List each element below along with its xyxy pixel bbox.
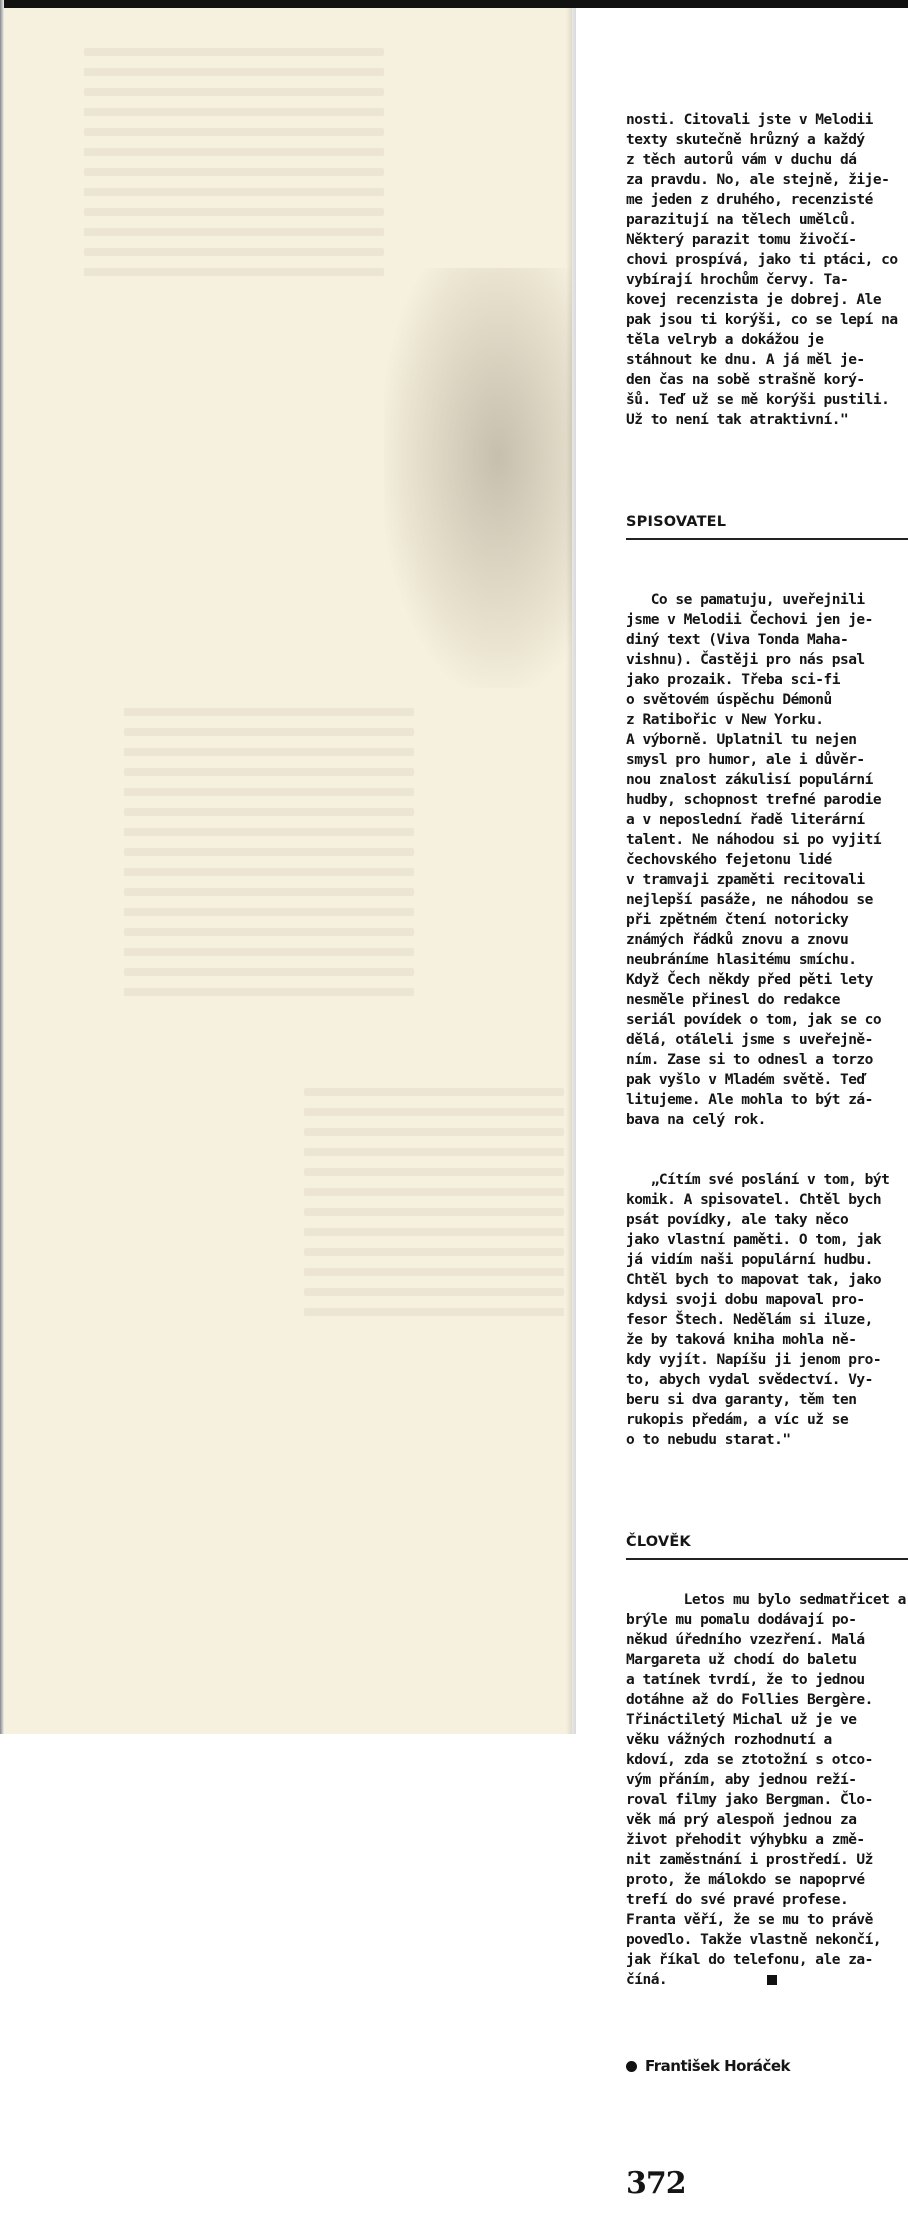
paragraph: Letos mu bylo sedmatřicet a brýle mu pomalu dodávají po- někud úředního vzezření. Malá Margareta už chodí do baletu a tatínek tvrdí, že to jednou dotáhne až do Follies Bergère. Třináctiletý Michal už je ve věku vážných rozhodnutí a kdoví, zda se ztotožní s otco- vým přáním, aby jednou reží- roval filmy jako Bergman. Člo- věk má prý alespoň jednou za život přehodit výhybku a změ- nit zaměstnání i prostředí. Už proto, že málokdo se napoprvé trefí do své pravé profese. Franta věří, že se mu to právě povedlo. Takže vlastně nekončí, jak říkal do telefonu, ale za- číná. [626,1592,906,1988]
quote-paragraph: „Cítím své poslání v tom, být komik. A spisovatel. Chtěl bych psát povídky, ale taky něco jako vlastní paměti. O tom, jak já vidím naši populární hudbu. Chtěl bych to mapovat tak, jako kdysi svoji dobu mapoval pro- fesor Štech. Nedělám si iluze, že by taková kniha mohla ně- kdy vyjít. Napíšu ji jenom pro- to, abych vydal svědectví. Vy- beru si dva garanty, těm ten rukopis předám, a víc už se o to nebudu starat." [626,1172,890,1448]
intro-paragraph: nosti. Citovali jste v Melodii texty skutečně hrůzný a každý z těch autorů vám v duchu dá za pravdu. No, ale stejně, žije- me jeden z druhého, recenzisté parazitují na tělech umělců. Některý parazit tomu živočí- chovi prospívá, jako ti ptáci, co vybírají hrochům červy. Ta- kovej recenzista je dobrej. Ale pak jsou ti korýši, co se lepí na těla velryb a dokážou je stáhnout ke dnu. A já měl je- den čas na sobě strašně korý- šů. Teď už se mě korýši pustili. Už to není tak atraktivní." [626,112,898,428]
section-heading-clovek: ČLOVĚK [626,1532,908,1560]
section-heading-spisovatel: SPISOVATEL [626,512,908,540]
scan-edge [0,0,908,8]
bullet-icon [626,2061,637,2072]
article-column [626,70,908,2234]
paragraph: Co se pamatuju, uveřejnili jsme v Melodii Čechovi jen je- diný text (Viva Tonda Maha- vishnu). Častěji pro nás psal jako prozaik. Třeba sci-fi o světovém úspěchu Démonů z Ratibořic v New Yorku. A výborně. Uplatnil tu nejen smysl pro humor, ale i důvěr- nou znalost zákulisí populární hudby, schopnost trefné parodie a v neposlední řadě literární talent. Ne náhodou si po vyjití čechovského fejetonu lidé v tramvaji zpaměti recitovali nejlepší pasáže, ne náhodou se při zpětném čtení notoricky známých řádků znovu a znovu neubráníme hlasitému smíchu. Když Čech někdy před pěti lety nesměle přinesl do redakce seriál povídek o tom, jak se co dělá, otáleli jsme s uveřejně- ním. Zase si to odnesl a torzo pak vyšlo v Mladém světě. Teď litujeme. Ale mohla to být zá- bava na celý rok. [626,592,882,1128]
facing-page-showthrough [4,8,572,1734]
author-name: František Horáček [645,2057,791,2075]
article-page [576,8,908,2201]
author-byline [626,2056,908,2076]
showthrough-text [124,708,414,1008]
showthrough-text [84,48,384,288]
end-of-article-square-icon [767,1975,777,1985]
page-number: 372 [626,2166,686,2201]
showthrough-text [304,1088,564,1328]
showthrough-photo [384,268,572,688]
